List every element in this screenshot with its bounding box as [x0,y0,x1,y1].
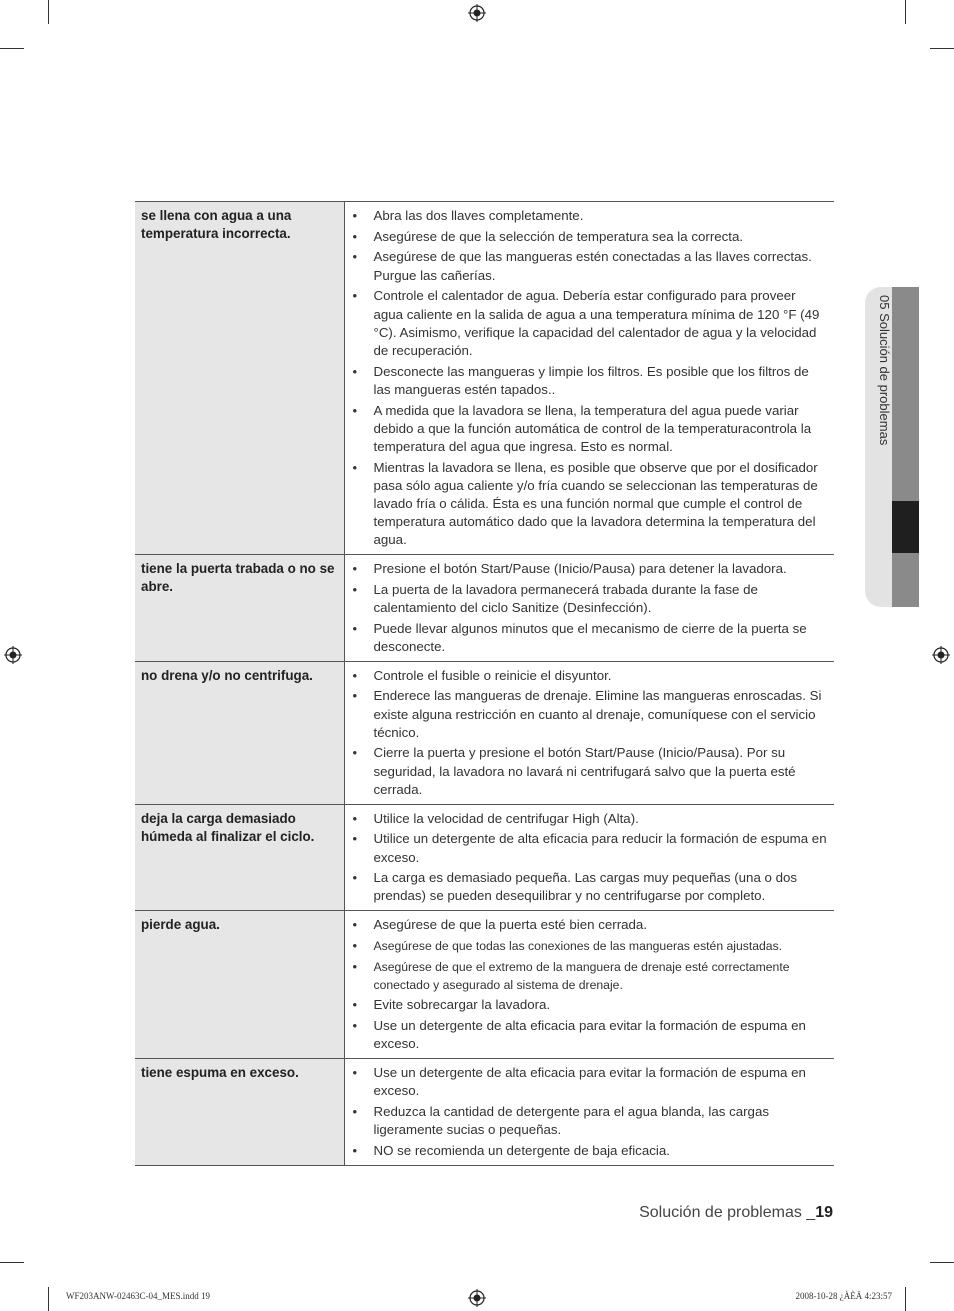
remedy-text: Desconecte las mangueras y limpie los filtros. Es posible que los filtros de las mangueras estén tapados.. [373,363,809,397]
crop-mark [48,1287,49,1311]
remedy-text: Enderece las mangueras de drenaje. Elimine las mangueras enroscadas. Si existe alguna restricción en cuanto al drenaje, comuníquese con el servicio técnico. [373,688,822,740]
remedy-item [351,248,829,284]
remedies-cell [344,555,834,662]
remedy-text: Asegúrese de que la selección de temperatura sea la correcta. [373,228,744,244]
chapter-tab [865,287,919,607]
remedy-item [351,402,829,457]
bullet-icon: • [352,402,358,418]
remedy-text: La puerta de la lavadora permanecerá trabada durante la fase de calentamiento del ciclo Sanitize (Desinfección). [373,581,758,616]
table-row [135,202,834,555]
registration-mark-icon [4,646,22,664]
bullet-icon: • [352,459,358,475]
bullet-icon: • [352,745,358,761]
bullet-icon: • [352,561,358,577]
table-row [135,804,834,911]
bullet-icon: • [352,831,358,847]
chapter-tab-bar [892,287,919,501]
footer-section-title: Solución de problemas _ [639,1204,816,1221]
crop-mark [0,48,24,49]
bullet-icon: • [352,917,358,933]
remedy-item [351,869,829,905]
page-footer [639,1204,833,1222]
remedy-item [351,830,829,866]
bullet-icon: • [352,228,358,244]
bullet-icon: • [352,958,358,974]
problem-cell: tiene la puerta trabada o no se abre. [135,555,344,662]
bullet-icon: • [352,1103,358,1119]
remedy-text: Mientras la lavadora se llena, es posible que observe que por el dosificador pasa sólo agua caliente y/o fría cuando se seleccionan las temperaturas de lavado fría o cálida. Ésta es una función normal que cumple el control de temperatura automático dado que la lavadora determina la temperatura del agua. [373,459,818,548]
remedy-text: Puede llevar algunos minutos que el mecanismo de cierre de la puerta se desconecte. [373,620,807,654]
bullet-icon: • [352,1065,358,1081]
crop-mark [48,0,49,24]
crop-mark [905,1287,906,1311]
remedy-item [351,937,829,955]
remedy-list [351,207,829,550]
remedy-item [351,996,829,1014]
remedy-text: Evite sobrecargar la lavadora. [373,997,551,1013]
remedy-item [351,667,829,685]
remedy-item [351,581,829,617]
bullet-icon: • [352,688,358,704]
remedy-list [351,810,829,906]
troubleshooting-table [135,201,834,1166]
remedy-item [351,459,829,550]
remedies-cell [344,911,834,1059]
remedy-text: Controle el calentador de agua. Debería estar configurado para proveer agua caliente en la salida de agua a una temperatura mínima de 120 °F (49 °C). Asimismo, verifique la capacidad del calentador de agua y la velocidad de recuperación. [373,288,820,358]
table-row [135,1059,834,1166]
bullet-icon: • [352,1018,358,1034]
remedy-item [351,1064,829,1100]
chapter-tab-bar [892,553,919,607]
problem-cell: pierde agua. [135,911,344,1059]
remedy-item [351,744,829,799]
page-number: 19 [815,1204,833,1221]
table-row [135,911,834,1059]
remedy-item [351,620,829,656]
crop-mark [0,1262,24,1263]
registration-mark-icon [468,4,486,22]
remedy-text: Asegúrese de que la puerta esté bien cerrada. [373,917,648,933]
table-row [135,555,834,662]
remedy-item [351,363,829,399]
problem-cell: tiene espuma en exceso. [135,1059,344,1166]
remedy-text: Reduzca la cantidad de detergente para el agua blanda, las cargas ligeramente sucias o pequeñas. [373,1103,769,1138]
bullet-icon: • [352,363,358,379]
remedy-item [351,1103,829,1139]
remedy-text: Asegúrese de que todas las conexiones de las mangueras estén ajustadas. [373,938,783,953]
troubleshooting-table-body [135,202,834,1166]
bullet-icon: • [352,620,358,636]
remedy-item [351,207,829,225]
bullet-icon: • [352,810,358,826]
remedies-cell [344,1059,834,1166]
crop-mark [930,1262,954,1263]
chapter-tab-label: 05 Solución de problemas [877,295,892,446]
remedy-item [351,687,829,742]
table-row [135,661,834,804]
chapter-tab-marker [892,501,919,553]
remedy-item [351,958,829,994]
remedy-item [351,1142,829,1160]
remedy-text: Use un detergente de alta eficacia para evitar la formación de espuma en exceso. [373,1065,806,1099]
bullet-icon: • [352,667,358,683]
bullet-icon: • [352,870,358,886]
problem-cell: no drena y/o no centrifuga. [135,661,344,804]
print-slug-filename: WF203ANW-02463C-04_MES.indd 19 [66,1291,210,1301]
remedy-text: Asegúrese de que el extremo de la manguera de drenaje esté correctamente conectado y asegurado al sistema de drenaje. [373,959,790,992]
remedy-text: Use un detergente de alta eficacia para evitar la formación de espuma en exceso. [373,1018,806,1052]
remedy-item [351,287,829,360]
remedy-text: Abra las dos llaves completamente. [373,208,584,223]
remedy-text: Utilice un detergente de alta eficacia para reducir la formación de espuma en exceso. [373,831,827,865]
registration-mark-icon [468,1289,486,1307]
remedy-text: Asegúrese de que las mangueras estén conectadas a las llaves correctas. Purgue las cañerías. [373,249,812,283]
remedies-cell [344,661,834,804]
bullet-icon: • [352,249,358,265]
remedy-list [351,560,829,656]
remedy-item [351,560,829,578]
problem-cell: deja la carga demasiado húmeda al finalizar el ciclo. [135,804,344,911]
remedy-item [351,916,829,934]
remedy-text: Utilice la velocidad de centrifugar High (Alta). [373,810,639,826]
bullet-icon: • [352,288,358,304]
crop-mark [930,48,954,49]
remedy-text: A medida que la lavadora se llena, la temperatura del agua puede variar debido a que la función automática de control de la temperaturacontrola la temperatura del agua que ingresa. Esto es normal. [373,402,812,454]
remedy-list [351,916,829,1053]
bullet-icon: • [352,208,358,223]
bullet-icon: • [352,937,358,953]
remedy-item [351,228,829,246]
remedies-cell [344,202,834,555]
remedy-text: Presione el botón Start/Pause (Inicio/Pausa) para detener la lavadora. [373,561,787,577]
problem-cell: se llena con agua a una temperatura incorrecta. [135,202,344,555]
remedy-item [351,810,829,828]
crop-mark [905,0,906,24]
remedy-list [351,667,829,799]
remedy-text: Cierre la puerta y presione el botón Start/Pause (Inicio/Pausa). Por su seguridad, la lavadora no lavará ni centrifugará salvo que la puerta esté cerrada. [373,745,796,797]
bullet-icon: • [352,581,358,597]
bullet-icon: • [352,997,358,1013]
bullet-icon: • [352,1142,358,1158]
remedy-text: Controle el fusible o reinicie el disyuntor. [373,667,612,683]
print-slug-timestamp: 2008-10-28 ¿ÀÈÄ 4:23:57 [795,1291,892,1301]
remedy-item [351,1017,829,1053]
remedy-list [351,1064,829,1160]
remedy-text: NO se recomienda un detergente de baja eficacia. [373,1142,670,1158]
registration-mark-icon [932,646,950,664]
remedies-cell [344,804,834,911]
remedy-text: La carga es demasiado pequeña. Las cargas muy pequeñas (una o dos prendas) se pueden desequilibrar y no centrifugarse por completo. [373,870,798,904]
